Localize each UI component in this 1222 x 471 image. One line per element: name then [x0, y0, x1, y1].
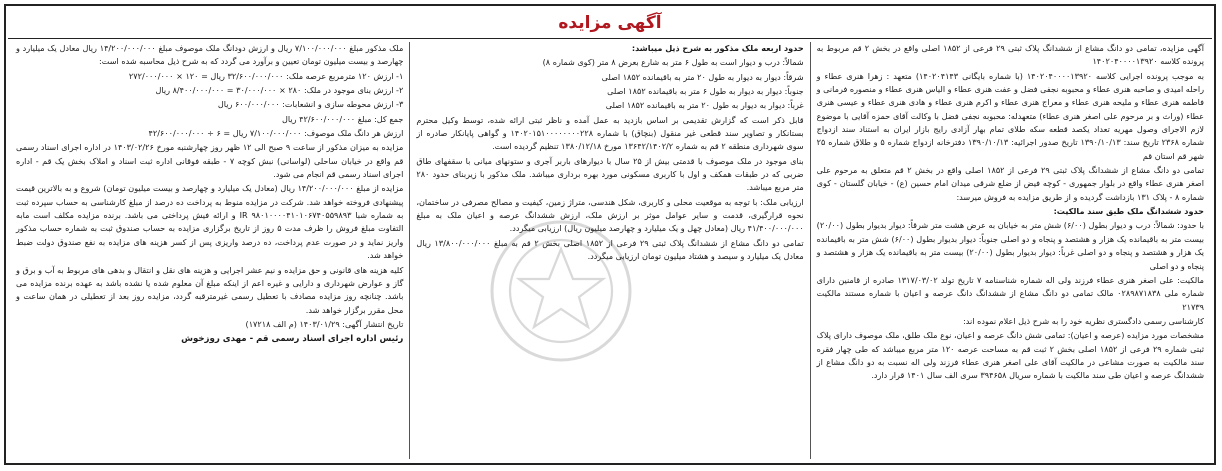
paragraph: کلیه هزینه های قانونی و حق مزایده و نیم عشر اجرایی و هزینه های نقل و انتقال و بدهی های مربوط به آب و برق و گاز و عوارض شهرداری و دارایی و غیره اعم از اینکه مبلغ آن معلوم شده یا نشده باشد به عهده برنده مزایده می باشد. چنانچه روز مزایده مصادف با تعطیل رسمی غیرمترقبه گردد، مزایده روز بعد از تعطیلی در همان ساعت و محل مقرر برگزار خواهد شد.: [16, 264, 404, 315]
paragraph: حدود ششدانگ ملک طبق سند مالکیت:: [1053, 206, 1204, 217]
paragraph: ارزش هر دانگ ملک موصوف: ۷/۱۰۰/۰۰۰/۰۰۰ ریال = ۶ ÷ ۴۲/۶۰۰/۰۰۰/۰۰۰: [148, 128, 404, 139]
paragraph: قابل ذکر است که گزارش تقدیمی بر اساس بازدید به عمل آمده و ناظر ثبتی ارائه شده، توسط وکیل محترم بستانکار و تصاویر سند قطعی غیر منقول (بنچاق) با شماره ۱۴۰۲۰۱۵۱۰۰۰۰۰۰۰۰۲۲۸ و گواهی پایانکار صادره از سوی شهرداری منطقه ۲ قم به شماره ۱۳۶۴۲/۱۴۰۲/۲ مورخ ۱۳۸۰/۱۲/۱۸ تنظیم گردیده است.: [416, 114, 804, 152]
notice-columns: [10, 42, 1210, 459]
paragraph: شمالاً: درب و دیوار است به طول ۶ متر به شارع بعرض ۸ متر (کوی شماره ۸): [542, 57, 804, 68]
paragraph: آگهی مزایده، تمامی دو دانگ مشاع از ششدانگ پلاک ثبتی ۲۹ فرعی از ۱۸۵۲ اصلی واقع در بخش ۲ قم مربوط به پرونده کلاسه ۱۴۰۲۰۴۰۰۰۰۱۳۹۲۰: [816, 43, 1204, 67]
paragraph: مالکیت: علی اصغر هنری عطاء فرزند ولی اله شماره شناسنامه ۷ تاریخ تولد ۱۳۱۷/۰۳/۰۲ صادره از قامنین دارای شماره ملی ۰۲۸۹۸۷۱۸۳۸ مالک تمامی دو دانگ مشاع از ششدانگ دانگ عرصه و اعیان با شماره مستند مالکیت ۲۱۷۳۹: [816, 274, 1205, 312]
paragraph: تمامی دو دانگ مشاع از ششدانگ پلاک ثبتی ۲۹ فرعی از ۱۸۵۲ اصلی بخش ۲ قم به مبلغ ۱۳/۸۰۰/۰۰۰/۰۰۰ ریال معادل یک میلیارد و سیصد و هشتاد میلیون تومان ارزیابی میگردد.: [416, 237, 804, 262]
paragraph: حدود اربعه ملک مذکور به شرح ذیل میباشد:: [631, 43, 804, 53]
paragraph: مزایده از مبلغ ۱۴/۲۰۰/۰۰۰/۰۰۰ ریال (معادل یک میلیارد و چهارصد و بیست میلیون تومان) شروع و به بالاترین قیمت پیشنهادی فروخته خواهد شد. شرکت در مزایده منوط به پرداخت ده درصد از مبلغ کارشناسی به حساب سپرده ثبت به شماره شبا IR ۹۸۰۱۰۰۰۰۴۱۰۱۰۶۷۴۰۵۵۹۸۹۳ و ارائه فیش پرداختی می باشد. برنده مزایده مکلف است مابه التفاوت مبلغ فروش را ظرف مدت ۵ روز از تاریخ برگزاری مزایده به حساب صندوق ثبت به شماره حساب مذکور واریز نماید و در صورت عدم پرداخت، ده درصد واریزی پس از کسر هزینه های مزایده به نفع صندوق دولت ضبط خواهد شد.: [16, 183, 404, 261]
paragraph: با حدود: شمالاً: درب و دیوار بطول (۶/۰۰) شش متر به خیابان به عرض هشت متر شرقاً: دیوار بدیوار بطول (۲۰/۰۰) بیست متر به باقیمانده یک هزار و هشتصد و پنجاه و دو اصلی جنوباً: دیوار بدیوار بطول (۶/۰۰) شش متر به باقیمانده یک هزار و هشتصد و پنجاه و دو اصلی غرباً: دیوار بدیوار بطول (۲۰/۰۰) بیست متر به باقیمانده یک هزار و هشتصد و پنجاه و دو اصلی: [816, 220, 1204, 271]
publication-date: تاریخ انتشار آگهی: ۱۴۰۳/۰۱/۲۹ (م الف ۱۷۲۱۸): [245, 318, 404, 329]
signature: رئیس اداره اجرای اسناد رسمی قم - مهدی روزخوش: [181, 334, 404, 345]
paragraph: ملک مذکور مبلغ ۷/۱۰۰/۰۰۰/۰۰۰ ریال و ارزش دودانگ ملک موصوف مبلغ ۱۴/۲۰۰/۰۰۰/۰۰۰ ریال معادل یک میلیارد و چهارصد و بیست میلیون تومان تعیین و برآورد می گردد که به شرح ذیل محاسبه شده است:: [16, 43, 404, 67]
paragraph: ارزیابی ملک: با توجه به موقعیت محلی و کاربری، شکل هندسی، متراژ زمین، کیفیت و مصالح مصرفی در ساختمان، نحوه قرارگیری، قدمت و سایر عوامل موثر بر ارزش ملک، ارزش ششدانگ عرصه و اعیان ملک به مبلغ ۴۱/۴۰۰/۰۰۰/۰۰۰ ریال (معادل چهل و یک میلیارد و چهارصد میلیون ریال) ارزیابی میگردد.: [416, 196, 804, 234]
paragraph: ۳- ارزش محوطه سازی و انشعابات: ۶۰۰/۰۰۰/۰۰۰ ریال: [217, 99, 404, 110]
column-left: [10, 42, 410, 459]
paragraph: کارشناسی رسمی دادگستری نظریه خود را به شرح ذیل اعلام نموده اند:: [963, 315, 1204, 326]
paragraph: شرقاً: دیوار به دیوار به طول ۲۰ متر به باقیمانده ۱۸۵۲ اصلی: [601, 71, 804, 82]
paragraph: ۲- ارزش بنای موجود در ملک: ۲۸۰ × ۳۰/۰۰۰/۰۰۰ = ۸/۴۰۰/۰۰۰/۰۰۰ ریال: [155, 85, 404, 96]
paragraph: جمع کل: مبلغ ۴۲/۶۰۰/۰۰۰/۰۰۰ ریال: [282, 113, 404, 124]
paragraph: جنوباً: دیوار به دیوار به طول ۶ متر به باقیمانده ۱۸۵۲ اصلی: [607, 86, 804, 97]
paragraph: تمامی دو دانگ مشاع از ششدانگ پلاک ثبتی ۲۹ فرعی از ۱۸۵۲ اصلی واقع در بخش ۲ قم متعلق به مرحوم علی اصغر هنری عطاء واقع در بلوار جمهوری - کوچه فیض از ضلع شرقی میدان امام حسین (ع) - خیابان گلستان - کوی شماره ۸ - پلاک ۱۳۱ بازداشت گردیده و از طریق مزایده به فروش میرسد:: [816, 165, 1205, 202]
column-right: [811, 42, 1210, 459]
paragraph: غرباً: دیوار به دیوار به طول ۲۰ متر به باقیمانده ۱۸۵۲ اصلی: [605, 100, 804, 111]
paragraph: ۱- ارزش ۱۲۰ مترمربع عرصه ملک: ۳۲/۶۰۰/۰۰۰/۰۰۰ ریال = ۱۲۰ × ۲۷۲/۰۰۰/۰۰۰: [128, 70, 404, 81]
paragraph: مزایده به میزان مذکور از ساعت ۹ صبح الی ۱۲ ظهر روز چهارشنبه مورخ ۱۴۰۳/۰۲/۲۶ در اداره اجرای اسناد رسمی قم واقع در خیابان ساحلی (لواسانی) نبش کوچه ۷ - طبقه فوقانی اداره ثبت اسناد و املاک بخش یک قم - اداره اجرای اسناد رسمی قم انجام می شود.: [16, 142, 404, 180]
paragraph: به موجب پرونده اجرایی کلاسه ۱۴۰۲۰۴۰۰۰۰۱۳۹۲۰ (با شماره بایگانی ۱۴۰۲۰۴۱۴۳) متعهد : زهرا هنری عطاء و راحله امیدی و صاحبه هنری عطاء و محبوبه نجفی فضل و عفت هنری عطاء و الیاس هنری عطاء و منصوره فرمانی و فاطمه هنری عطاء و ملیحه هنری عطاء و معراج هنری عطاء و اکرم هنری عطاء و هادی هنری عطاء و عیسی هنری عطاء (وراث و بر مرحوم علی اصغر هنری عطاء) متعهدله: محبوبه نجفی فضل با وکالت آقای حمزه آقایی با موضوع لازم الاجرای وصول مهریه تعداد یکصد قطعه سکه طلای تمام بهار آزادی رایج بازار ایران به استناد سند ازدواج شماره ۲۳۶۸ تاریخ سند: ۱۳۹۰/۱۰/۱۳ تاریخ صدور اجرائیه: ۱۳۹۰/۱۰/۱۳ دفترخانه ازدواج شماره ۵ و طلاق شماره ۲۵ شهر قم استان قم: [816, 70, 1204, 161]
notice-header: [8, 8, 1212, 39]
paragraph: مشخصات مورد مزایده (عرصه و اعیان): تمامی شش دانگ عرصه و اعیان، نوع ملک طلق، ملک موصوف دارای پلاک ثبتی شماره ۲۹ فرعی از ۱۸۵۲ اصلی بخش ۲ ثبت قم به مساحت عرصه ۱۲۰ متر مربع میباشد که طی چهار فقره سند مالکیت به صورت مشاعی در مالکیت آقای علی اصغر هنری عطاء فرزند ولی اله نسبت به دو دانگ مشاع از ششدانگ عرصه و اعیان طی سند مالکیت با شماره سریال ۳۹۴۶۵۸ سری الف سال ۱۴۰۱ قرار دارد.: [816, 330, 1204, 381]
column-middle: [410, 42, 810, 459]
notice-title: آگهی مزایده: [558, 13, 662, 33]
auction-notice: [4, 4, 1216, 465]
paragraph: بنای موجود در ملک موصوف با قدمتی بیش از ۲۵ سال با دیوارهای باربر آجری و ستونهای میانی با سقفهای طاق ضربی که در طبقات همکف و اول با کاربری مسکونی مورد بهره برداری میباشد. ملک مذکور با زیربنای حدود ۲۸۰ متر مربع میباشد.: [416, 155, 804, 193]
